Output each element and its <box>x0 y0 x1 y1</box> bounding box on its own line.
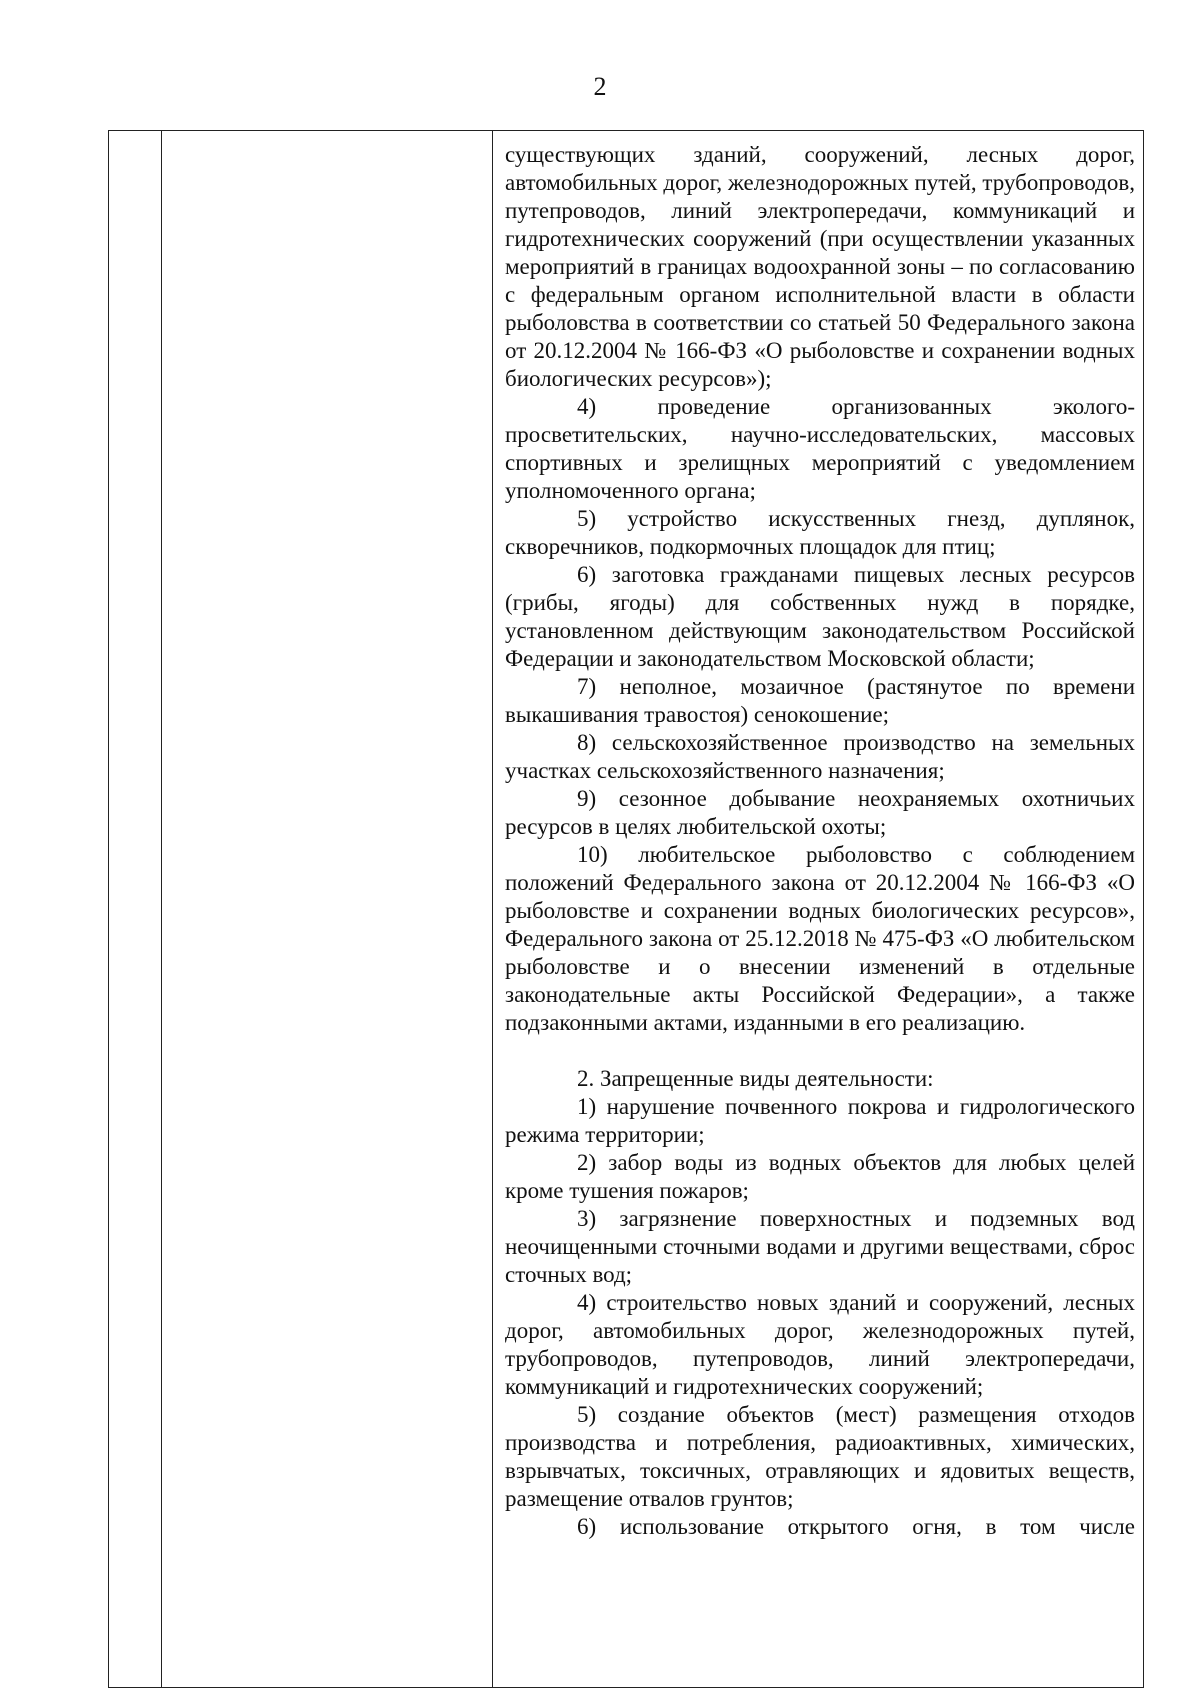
list-item-4: 4) проведение организованных эколого-просветительских, научно-исследовательских, массовых спортивных и зрелищных мероприятий с уведомлением уполномоченного органа; <box>505 394 1135 503</box>
list-item-9: 9) сезонное добывание неохраняемых охотничьих ресурсов в целях любительской охоты; <box>505 786 1135 839</box>
column-divider-1 <box>161 131 162 1687</box>
prohibited-item-5: 5) создание объектов (мест) размещения отходов производства и потребления, радиоактивных, химических, взрывчатых, токсичных, отравляющих и ядовитых веществ, размещение отвалов грунтов; <box>505 1402 1135 1511</box>
document-table <box>108 130 1144 1688</box>
paragraph-continuation: существующих зданий, сооружений, лесных дорог, автомобильных дорог, железнодорожных путей, трубопроводов, путепроводов, линий электропередачи, коммуникаций и гидротехнических сооружений (при осуществлении указанных мероприятий в границах водоохранной зоны – по согласованию с федеральным органом исполнительной власти в области рыболовства в соответствии со статьей 50 Федерального закона от 20.12.2004 № 166-ФЗ «О рыболовстве и сохранении водных биологических ресурсов»); <box>505 142 1135 391</box>
list-item-7: 7) неполное, мозаичное (растянутое по времени выкашивания травостоя) сенокошение; <box>505 674 1135 727</box>
prohibited-item-6: 6) использование открытого огня, в том числе <box>577 1514 1135 1539</box>
list-item-6: 6) заготовка гражданами пищевых лесных ресурсов (грибы, ягоды) для собственных нужд в порядке, установленном действующим законодательством Российской Федерации и законодательством Московской области; <box>505 562 1135 671</box>
spacer <box>505 1037 1135 1065</box>
list-item-5: 5) устройство искусственных гнезд, дуплянок, скворечников, подкормочных площадок для птиц; <box>505 506 1135 559</box>
page-number: 2 <box>593 72 607 101</box>
section-heading-prohibited: 2. Запрещенные виды деятельности: <box>577 1066 934 1091</box>
prohibited-item-4: 4) строительство новых зданий и сооружений, лесных дорог, автомобильных дорог, железнодорожных путей, трубопроводов, путепроводов, линий электропередачи, коммуникаций и гидротехнических сооружений; <box>505 1290 1135 1399</box>
list-item-8: 8) сельскохозяйственное производство на земельных участках сельскохозяйственного назначения; <box>505 730 1135 783</box>
column-divider-2 <box>492 131 493 1687</box>
list-item-10: 10) любительское рыболовство с соблюдением положений Федерального закона от 20.12.2004 № 166-ФЗ «О рыболовстве и сохранении водных биологических ресурсов», Федерального закона от 25.12.2018 № 475-ФЗ «О любительском рыболовстве и о внесении изменений в отдельные законодательные акты Российской Федерации», а также подзаконными актами, изданными в его реализацию. <box>505 842 1135 1035</box>
prohibited-item-1: 1) нарушение почвенного покрова и гидрологического режима территории; <box>505 1094 1135 1147</box>
prohibited-item-3: 3) загрязнение поверхностных и подземных вод неочищенными сточными водами и другими веществами, сброс сточных вод; <box>505 1206 1135 1287</box>
content-cell <box>505 141 1135 1541</box>
prohibited-item-2: 2) забор воды из водных объектов для любых целей кроме тушения пожаров; <box>505 1150 1135 1203</box>
